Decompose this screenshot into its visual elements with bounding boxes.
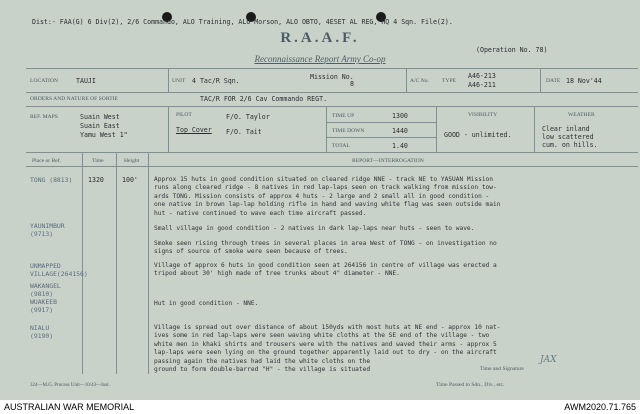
date-label: DATE	[546, 78, 561, 84]
type-label: TYPE	[442, 78, 456, 84]
row-place: TONG (8813)	[30, 176, 73, 184]
signature: JAX	[540, 355, 557, 365]
rule	[26, 152, 638, 153]
row-time: 1320	[88, 176, 104, 184]
pilot-value: F/O. Taylor	[226, 113, 270, 121]
weather-line: low scattered	[542, 133, 594, 141]
print-code: 324—M.G. Process Unit—10/43—Inst.	[30, 383, 110, 388]
form-org: R.A.A.F.	[280, 30, 360, 46]
row-report: Approx 15 huts in good condition situated on cleared ridge NNE - track NE to YASUAN Mission runs along cleared ridge - 8 natives in red lap-laps seen on track walking from mission tow- ards TONG. Mission consists of approx 4 huts - 2 large and 2 small all in good condition - one native in brown lap-lap holding rifle in hand and waving white flag was seen outside main hut - native continued to wave each time aircraft passed.	[154, 176, 501, 217]
row-report: Village is spread out over distance of about 150yds with most huts at NE end - approx 10 nat- ives some in red lap-laps were seen waving white cloths at the SE end of the village - two white men in khaki shirts and trousers were with the natives and waved their arms - approx 5 lap-laps were seen lying on the ground together apparently laid out to dry - on the aircraft passing again the natives had laid the white cloths on the ground to form double-barred "H" - the village is situated	[154, 324, 501, 374]
accession-number: AWM2020.71.765	[564, 402, 636, 412]
row-report: Hut in good condition - NNE.	[154, 299, 259, 307]
type-value-1: A46-213	[468, 72, 496, 80]
ref-map: Suain East	[80, 122, 120, 130]
time-passed-label: Time Passed to Sdn., Div., etc.	[436, 382, 505, 388]
total-value: 1.40	[392, 142, 408, 150]
row-place: WUAKEEB	[30, 298, 57, 306]
row-report: Small village in good condition - 2 natives in dark lap-laps near huts - seen to wave.	[154, 225, 475, 232]
orders-label: ORDERS AND NATURE OF SORTIE	[30, 96, 118, 102]
pilot-label: PILOT	[176, 112, 192, 118]
row-place: VILLAGE(264156)	[30, 270, 88, 278]
col-time-header: Time	[92, 158, 104, 164]
visibility-value: GOOD - unlimited.	[444, 131, 512, 139]
distribution-list: Dist:- FAA(G) 6 Div(2), 2/6 Commando, ALO Training, ALO Morson, ALO OBTO, 4ESET AL REG, HQ 4 Sqn. File(2).	[32, 18, 453, 26]
row-place: (9810)	[30, 290, 54, 298]
time-down-value: 1440	[392, 127, 408, 135]
form-subtitle: Reconnaissance Report Army Co-op	[254, 54, 386, 64]
rule	[148, 152, 149, 374]
unit-value: 4 Tac/R Sqn.	[192, 77, 240, 85]
row-place: WAKANGEL	[30, 282, 61, 290]
rule	[326, 106, 327, 152]
ref-map: Suain West	[80, 113, 120, 121]
rule	[540, 68, 541, 92]
rule	[168, 68, 169, 92]
observer-label: Top Cover	[176, 126, 212, 134]
operation-no: (Operation No. 78)	[476, 46, 548, 54]
location-value: TAUJI	[76, 77, 96, 85]
rule	[406, 68, 407, 92]
time-up-value: 1300	[392, 112, 408, 120]
col-height-header: Height	[124, 158, 140, 164]
rule	[82, 152, 83, 374]
weather-label: WEATHER	[568, 112, 595, 118]
row-place: YAUNIMBUR	[30, 222, 65, 230]
mission-label: Mission No.	[310, 73, 354, 81]
row-report: Smoke seen rising through trees in several places in area West of TONG - on investigation no signs of source of smoke were seen because of trees.	[154, 240, 497, 256]
unit-label: UNIT	[172, 78, 186, 84]
total-label: TOTAL	[332, 143, 350, 149]
archive-name: AUSTRALIAN WAR MEMORIAL	[4, 402, 135, 412]
weather-line: Clear inland	[542, 125, 590, 133]
archive-footer	[0, 400, 640, 414]
rule	[26, 68, 638, 69]
rule	[26, 92, 638, 93]
rule	[168, 106, 169, 152]
weather-line: cum. on hills.	[542, 141, 598, 149]
visibility-label: VISIBILITY	[468, 112, 498, 118]
col-place-header: Place or Ref.	[32, 158, 62, 164]
ref-maps-label: REF. MAPS	[30, 114, 58, 120]
type-value-2: A46-211	[468, 81, 496, 89]
col-report-header: REPORT—INTERROGATION	[352, 158, 424, 164]
ac-label: A/C No.	[410, 78, 429, 84]
time-up-label: TIME UP	[332, 113, 355, 119]
rule	[326, 122, 436, 123]
rule	[26, 106, 638, 107]
location-label: LOCATION	[30, 78, 58, 84]
row-place: NIALU	[30, 324, 50, 332]
rule	[436, 106, 437, 152]
row-place: (9713)	[30, 230, 54, 238]
row-report: Village of approx 6 huts in good condition seen at 264156 in centre of village was erected a tripod about 30' high made of tree trunks about 4" diameter - NNE.	[154, 262, 497, 278]
orders-value: TAC/R FOR 2/6 Cav Commando REGT.	[200, 95, 328, 103]
row-place: (9917)	[30, 306, 54, 314]
rule	[326, 137, 436, 138]
observer-value: F/O. Tait	[226, 128, 262, 136]
row-height: 100'	[122, 176, 138, 184]
mission-value: 8	[350, 80, 354, 88]
time-signature-label: Time and Signature	[480, 366, 524, 372]
time-down-label: TIME DOWN	[332, 128, 365, 134]
ref-map: Yamu West 1"	[80, 131, 128, 139]
row-place: UNMAPPED	[30, 262, 61, 270]
rule	[534, 106, 535, 152]
rule	[116, 152, 117, 374]
date-value: 18 Nov'44	[566, 77, 602, 85]
rule	[26, 166, 638, 167]
row-place: (9190)	[30, 332, 54, 340]
